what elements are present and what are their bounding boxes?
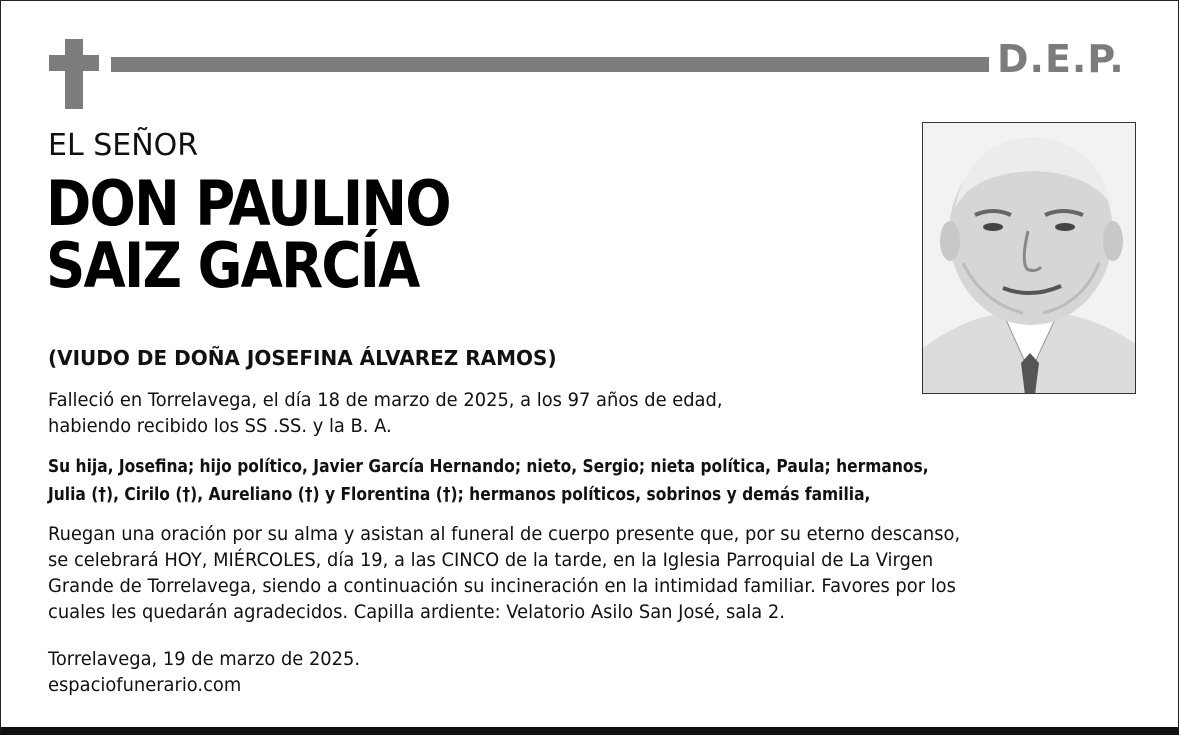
footer: [48, 646, 360, 698]
name-line-1: DON PAULINO: [46, 167, 450, 240]
honorific: EL SEÑOR: [48, 128, 199, 163]
portrait-illustration: [923, 123, 1136, 394]
family-line-1: Su hija, Josefina; hijo político, Javier García Hernando; nieto, Sergio; nieta política, Paula; hermanos,: [48, 456, 929, 477]
funeral-line-4: cuales les quedarán agradecidos. Capilla ardiente: Velatorio Asilo San José, sala 2.: [48, 601, 785, 623]
death-notice-line-1: Falleció en Torrelavega, el día 18 de marzo de 2025, a los 97 años de edad,: [48, 389, 723, 411]
family-line-2: Julia (†), Cirilo (†), Aureliano (†) y Florentina (†); hermanos políticos, sobrinos y demás familia,: [48, 484, 871, 505]
funeral-line-3: Grande de Torrelavega, siendo a continuación su incineración en la intimidad familiar. Favores por los: [48, 575, 956, 597]
place-date: Torrelavega, 19 de marzo de 2025.: [48, 648, 361, 670]
funeral-details: [48, 521, 960, 625]
name-line-2: SAIZ GARCÍA: [46, 229, 419, 302]
website-link[interactable]: espaciofunerario.com: [48, 674, 242, 696]
header-rule: [111, 57, 989, 72]
cross-icon-bar: [49, 55, 99, 71]
funeral-line-2: se celebrará HOY, MIÉRCOLES, día 19, a las CINCO de la tarde, en la Iglesia Parroquial de La Virgen: [48, 549, 934, 571]
deceased-name: [46, 167, 505, 302]
death-notice: [48, 387, 723, 439]
death-notice-line-2: habiendo recibido los SS .SS. y la B. A.: [48, 415, 392, 437]
funeral-line-1: Ruegan una oración por su alma y asistan al funeral de cuerpo presente que, por su eterno descanso,: [48, 523, 961, 545]
dep-label: D.E.P.: [997, 37, 1125, 81]
widow-note: (VIUDO DE DOÑA JOSEFINA ÁLVAREZ RAMOS): [48, 346, 557, 370]
cross-icon: [65, 39, 83, 109]
family-list: [48, 453, 929, 509]
portrait-photo: [922, 122, 1136, 394]
